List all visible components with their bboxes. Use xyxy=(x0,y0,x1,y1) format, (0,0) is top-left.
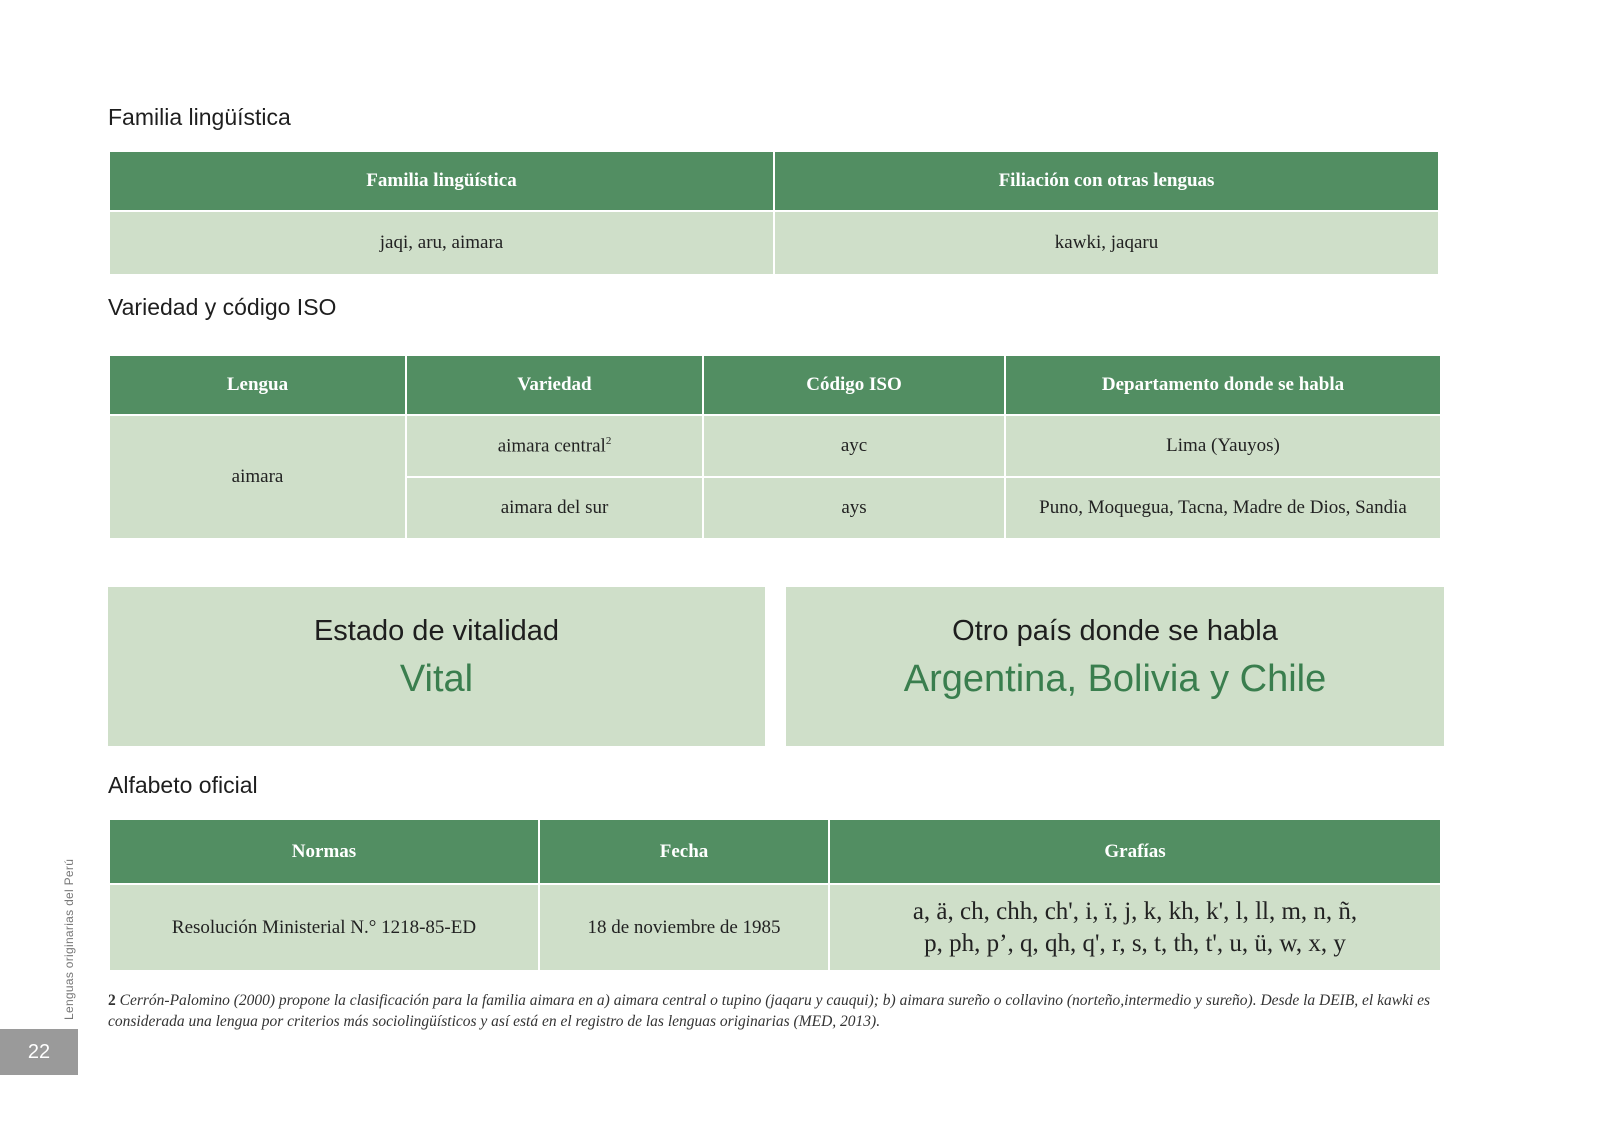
grafias-line-1: a, ä, ch, chh, ch', i, ï, j, k, kh, k', l, ll, m, n, ñ, xyxy=(912,897,1358,925)
familia-table xyxy=(108,150,1440,276)
cell-variedad xyxy=(406,415,703,477)
header-variedad: Variedad xyxy=(406,355,703,415)
header-filiacion: Filiación con otras lenguas xyxy=(774,151,1439,211)
grafias-line-2: p, ph, p’, q, qh, q', r, s, t, th, t', u, ü, w, x, y xyxy=(924,929,1346,957)
table-header-row xyxy=(109,819,1441,884)
vitalidad-value: Vital xyxy=(399,658,474,700)
footnote-number: 2 xyxy=(108,992,116,1009)
header-grafias: Grafías xyxy=(829,819,1441,884)
table-header-row xyxy=(109,151,1439,211)
cell-fecha: 18 de noviembre de 1985 xyxy=(539,884,829,971)
cell-filiacion: kawki, jaqaru xyxy=(774,211,1439,275)
footnote xyxy=(108,990,1448,1032)
cell-lengua: aimara xyxy=(109,415,406,539)
page-number: 22 xyxy=(0,1029,78,1075)
variedad-table xyxy=(108,354,1442,540)
cell-grafias xyxy=(829,884,1441,971)
cell-departamento: Puno, Moquegua, Tacna, Madre de Dios, Sandia xyxy=(1005,477,1441,539)
table-row xyxy=(109,211,1439,275)
section-title-familia: Familia lingüística xyxy=(108,104,291,130)
table-row xyxy=(109,884,1441,971)
header-codigo-iso: Código ISO xyxy=(703,355,1005,415)
table-header-row xyxy=(109,355,1441,415)
table-row xyxy=(109,415,1441,477)
section-title-variedad: Variedad y código ISO xyxy=(108,294,337,320)
variedad-text: aimara central xyxy=(497,435,606,457)
cell-codigo: ays xyxy=(703,477,1005,539)
header-normas: Normas xyxy=(109,819,539,884)
header-departamento: Departamento donde se habla xyxy=(1005,355,1441,415)
side-caption: Lenguas originarias del Perú xyxy=(62,858,76,1020)
cell-variedad: aimara del sur xyxy=(406,477,703,539)
vitalidad-label: Estado de vitalidad xyxy=(313,615,560,647)
header-lengua: Lengua xyxy=(109,355,406,415)
otro-pais-label: Otro país donde se habla xyxy=(952,615,1278,647)
footnote-text: Cerrón-Palomino (2000) propone la clasificación para la familia aimara en a) aimara central o tupino (jaqaru y cauqui); b) aimara sureño o collavino (norteño,intermedio y sureño). Desde la DEIB, el kawki es considerada una lengua por criterios más sociolingüísticos y así está en el registro de las lenguas originarias (MED, 2013). xyxy=(108,992,1431,1030)
cell-familia: jaqi, aru, aimara xyxy=(109,211,774,275)
otro-pais-value: Argentina, Bolivia y Chile xyxy=(903,658,1327,700)
alfabeto-table xyxy=(108,818,1442,972)
header-fecha: Fecha xyxy=(539,819,829,884)
footnote-ref: 2 xyxy=(605,434,612,447)
section-title-alfabeto: Alfabeto oficial xyxy=(108,772,258,798)
cell-codigo: ayc xyxy=(703,415,1005,477)
cell-normas: Resolución Ministerial N.° 1218-85-ED xyxy=(109,884,539,971)
vitalidad-box xyxy=(108,587,765,746)
otro-pais-box xyxy=(786,587,1444,746)
cell-departamento: Lima (Yauyos) xyxy=(1005,415,1441,477)
header-familia: Familia lingüística xyxy=(109,151,774,211)
